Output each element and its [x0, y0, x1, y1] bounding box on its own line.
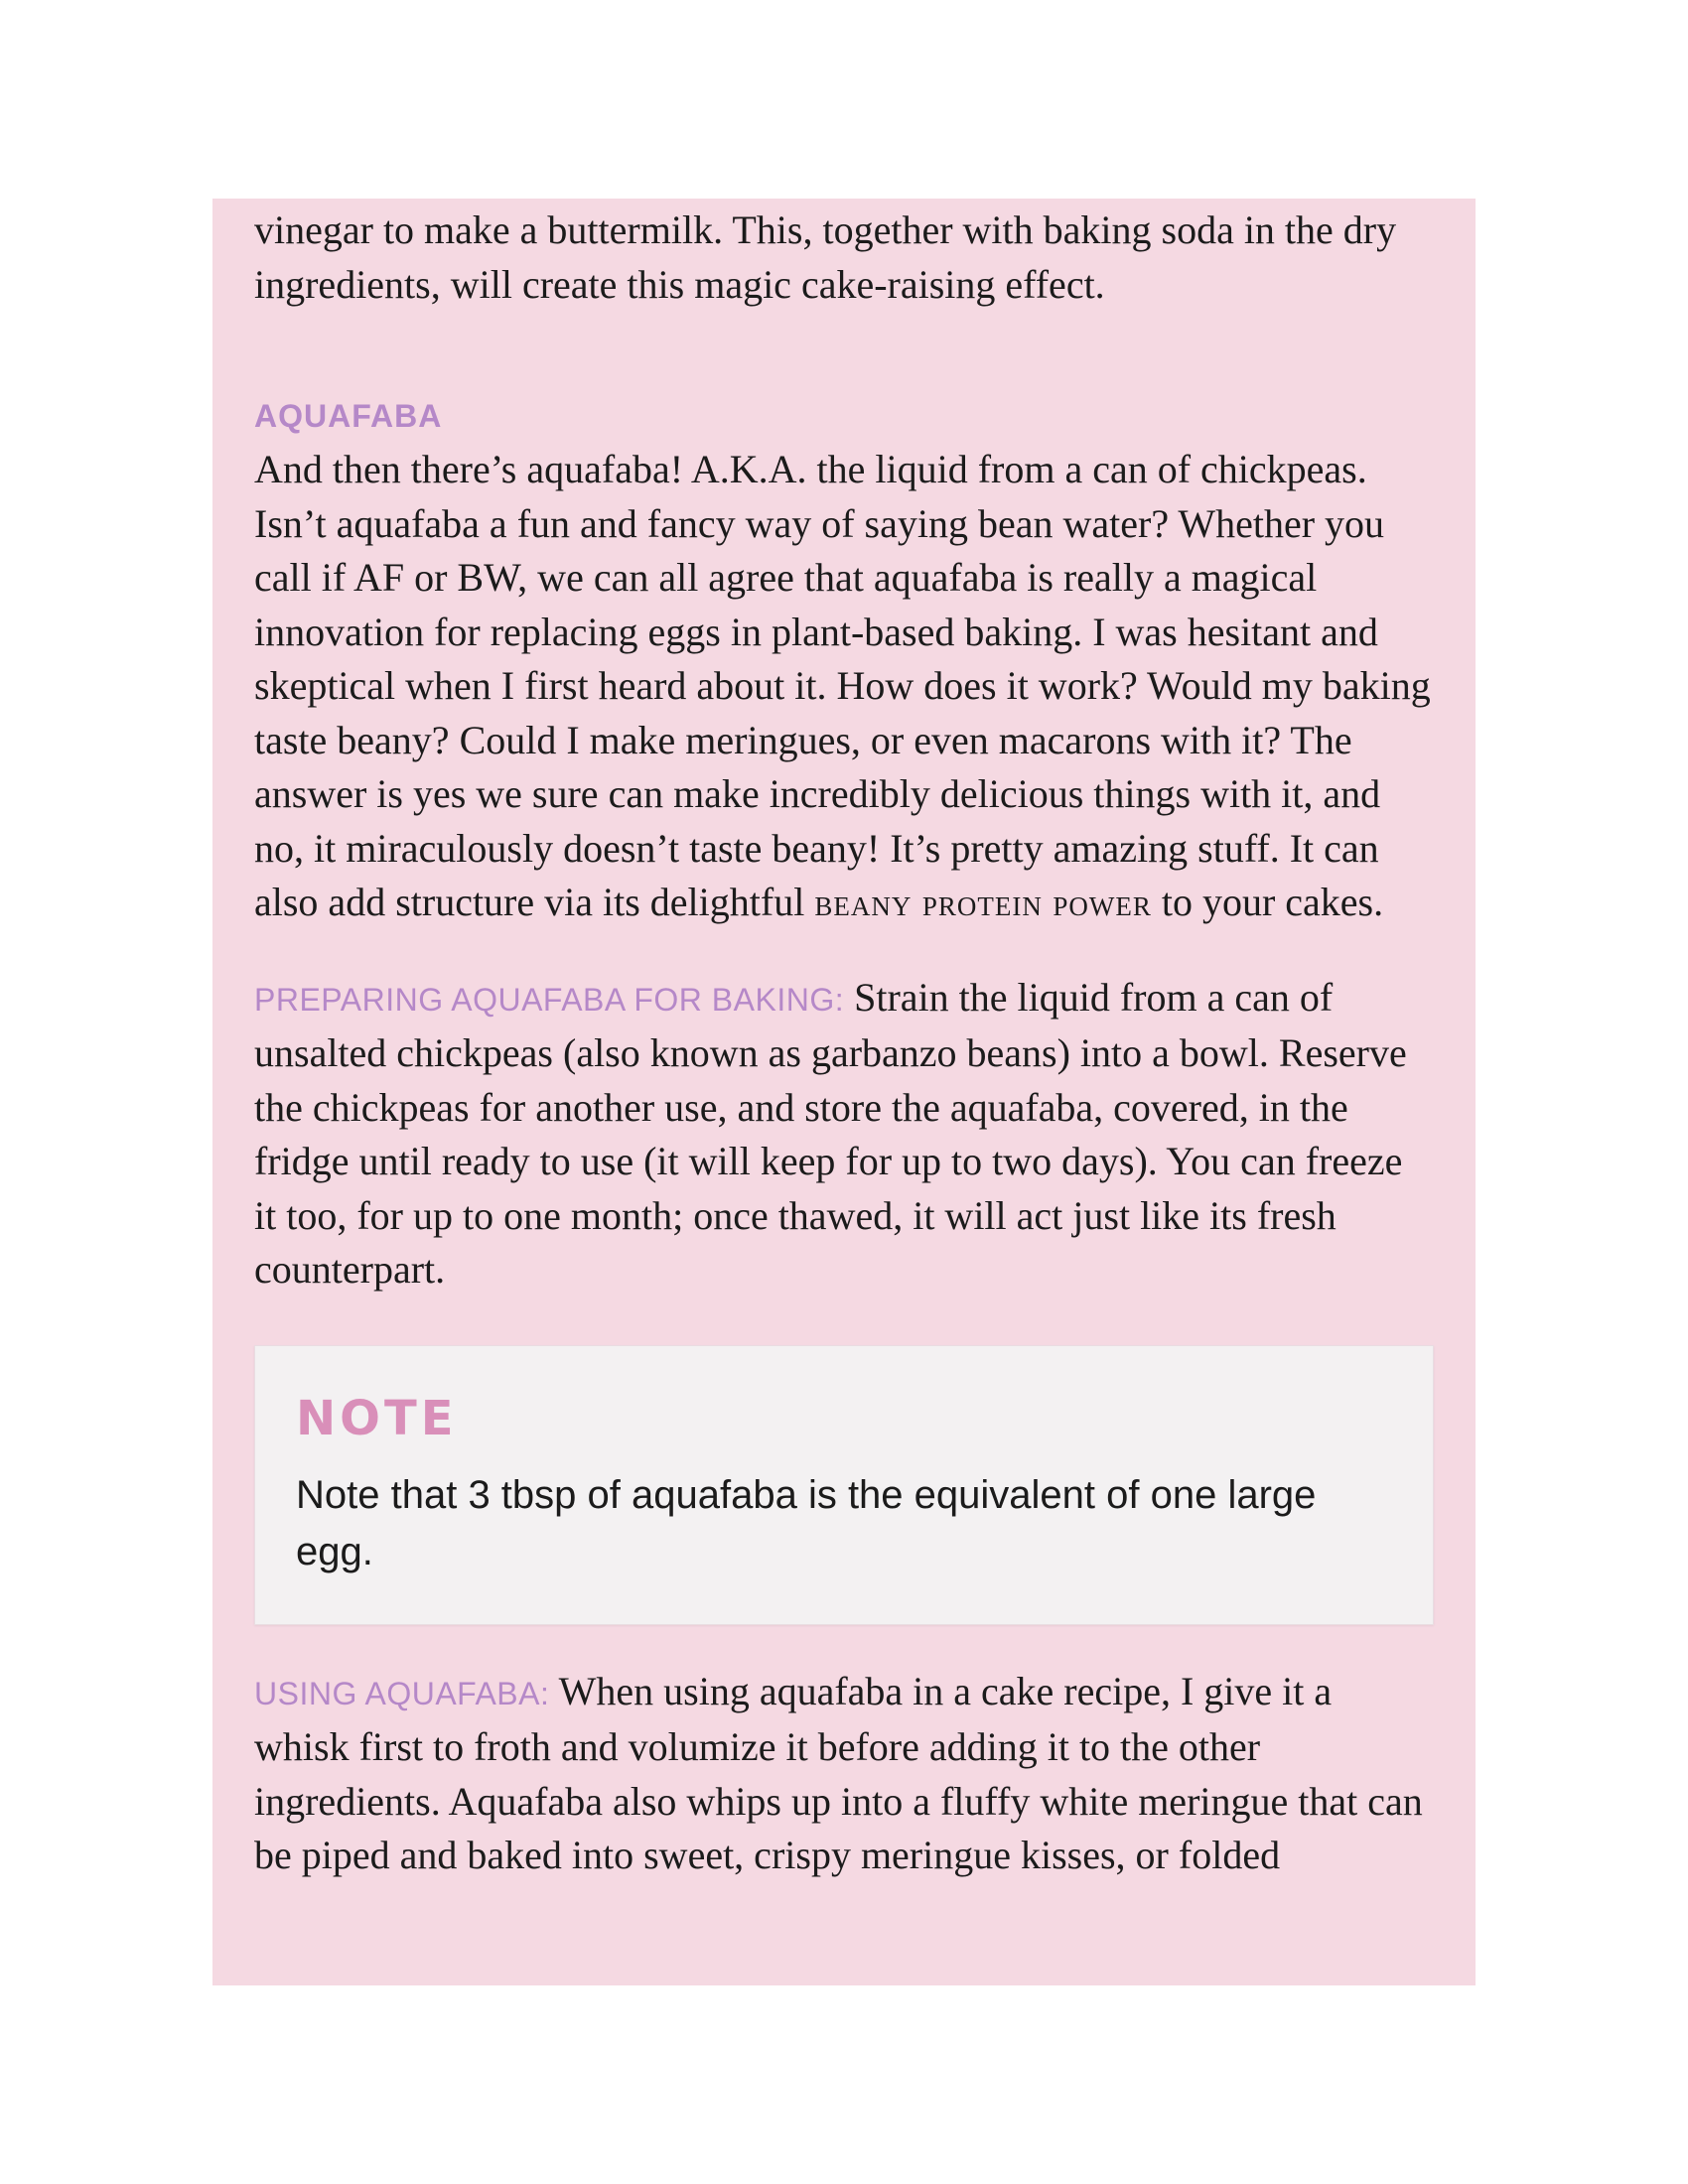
preparing-paragraph [254, 971, 1434, 1297]
beany-protein-power-emphasis: beany protein power [814, 883, 1152, 924]
using-paragraph [254, 1665, 1434, 1883]
note-text: Note that 3 tbsp of aquafaba is the equivalent of one large egg. [296, 1472, 1317, 1573]
note-box [254, 1345, 1434, 1625]
aquafaba-heading: AQUAFABA [254, 398, 443, 434]
preparing-label: PREPARING AQUAFABA FOR BAKING: [254, 981, 845, 1018]
note-title: NOTE [296, 1390, 458, 1446]
aquafaba-paragraph [254, 443, 1434, 931]
preparing-text: Strain the liquid from a can of unsalted chickpeas (also known as garbanzo beans) into a bowl. Reserve the chickpeas for another use, and store the aquafaba, covered, in the fridge until ready to use (it will keep for up to two days). You can freeze it too, for up to one month; once thawed, it will act just like its fresh counterpart. [254, 974, 1407, 1292]
intro-paragraph: vinegar to make a buttermilk. This, together with baking soda in the dry ingredients, will create this magic cake-raising effect. [254, 207, 1397, 307]
aquafaba-paragraph-end: to your cakes. [1151, 880, 1384, 924]
using-label: USING AQUAFABA: [254, 1675, 550, 1711]
aquafaba-paragraph-main: And then there’s aquafaba! A.K.A. the liquid from a can of chickpeas. Isn’t aquafaba a fun and fancy way of saying bean water? Whether you call if AF or BW, we can all agree that aquafaba is really a magical innovation for replacing eggs in plant-based baking. I was hesitant and skeptical when I first heard about it. How does it work? Would my baking taste beany? Could I make meringues, or even macarons with it? The answer is yes we sure can make incredibly delicious things with it, and no, it miraculously doesn’t taste beany! It’s pretty amazing stuff. It can also add structure via its delightful [254, 447, 1431, 924]
content-panel [212, 199, 1476, 1985]
using-text: When using aquafaba in a cake recipe, I give it a whisk first to froth and volumize it before adding it to the other ingredients. Aquafaba also whips up into a fluffy white meringue that can be piped and baked into sweet, crispy meringue kisses, or folded [254, 1668, 1423, 1877]
